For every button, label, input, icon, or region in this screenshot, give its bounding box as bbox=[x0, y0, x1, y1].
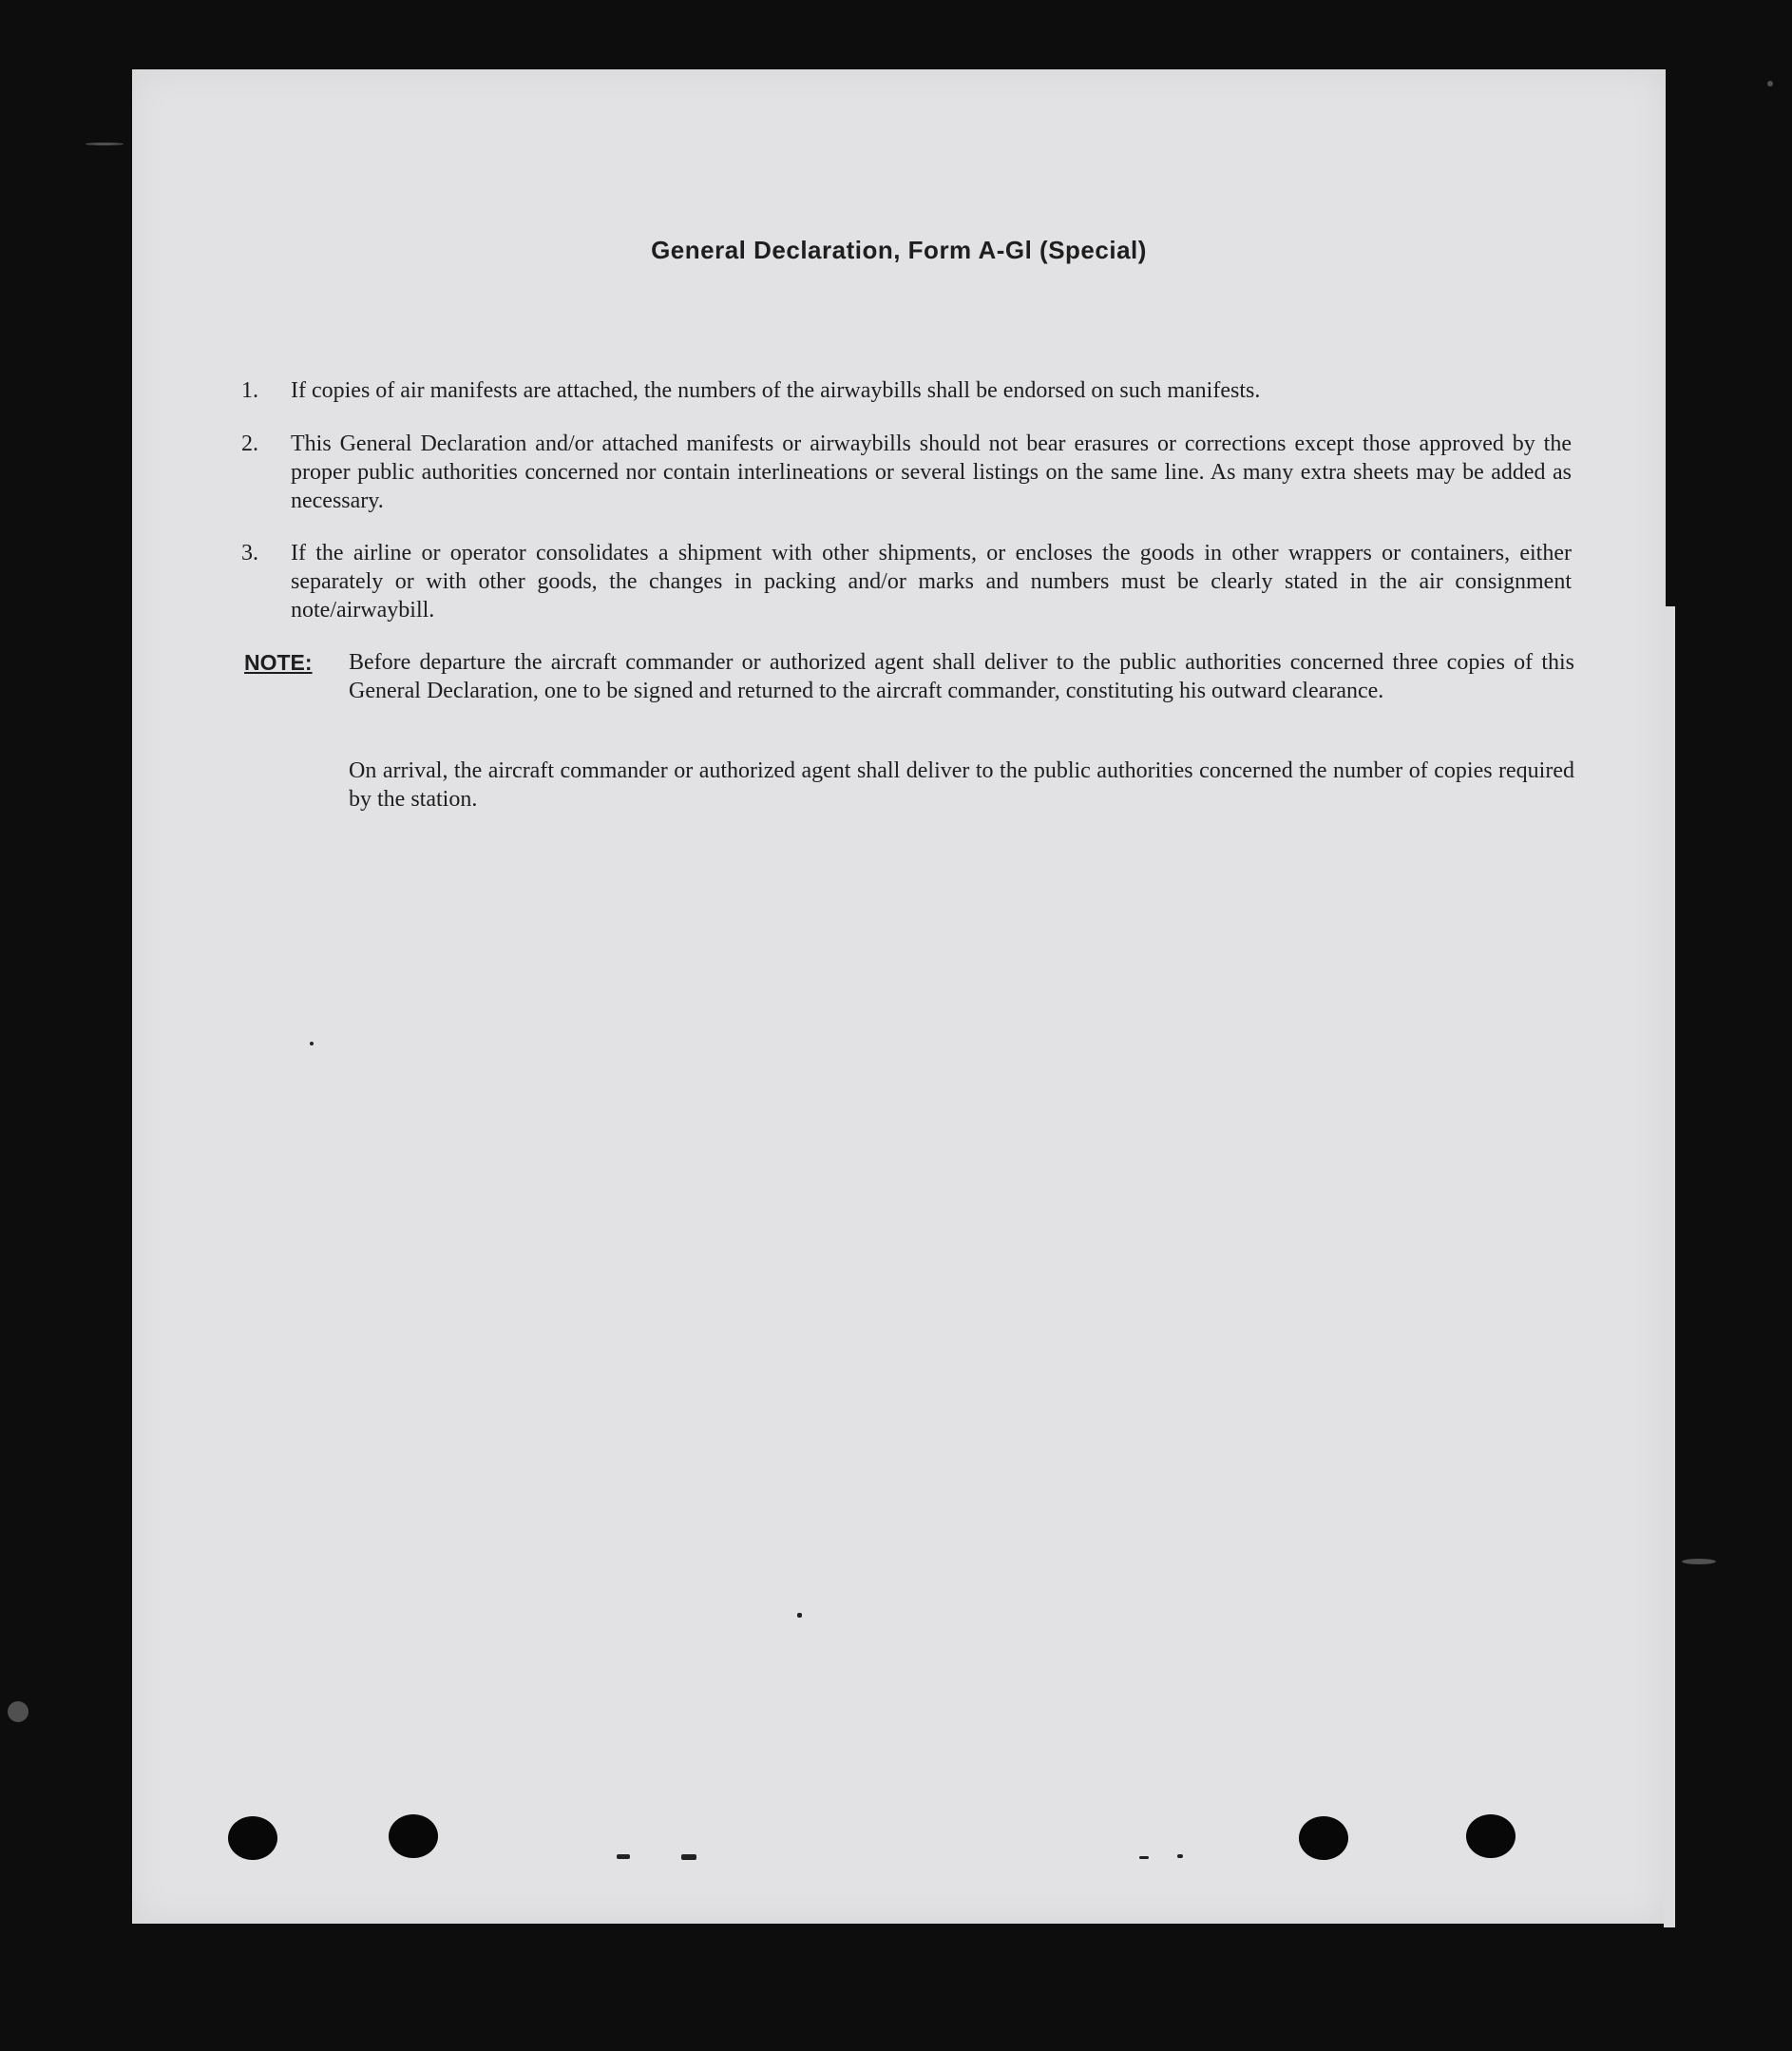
list-item bbox=[241, 376, 1572, 405]
punch-hole bbox=[1466, 1814, 1516, 1858]
note-text: Before departure the aircraft commander or authorized agent shall deliver to the public authorities concerned three copies of this General Declaration, one to be signed and returned to the aircraft commander, constituting his outward clearance. bbox=[349, 650, 1574, 703]
list-item-number: 2. bbox=[241, 431, 258, 456]
stray-mark bbox=[617, 1854, 630, 1859]
list-item-text: If copies of air manifests are attached, the numbers of the airwaybills shall be endorsed on such manifests. bbox=[291, 378, 1261, 403]
list-item bbox=[241, 430, 1572, 515]
scan-speck bbox=[1767, 81, 1773, 86]
punch-hole bbox=[1299, 1816, 1348, 1860]
scan-speck bbox=[8, 1701, 29, 1722]
scan-speck bbox=[86, 143, 124, 145]
stray-mark bbox=[1177, 1854, 1183, 1858]
list-item-text: If the airline or operator consolidates a shipment with other shipments, or encloses the goods in other wrappers or containers, either separately or with other goods, the changes in packing and/or marks and numbers must be clearly stated in the air consignment note/airwaybill. bbox=[291, 541, 1572, 623]
list-item-text: This General Declaration and/or attached manifests or airwaybills should not bear erasures or corrections except those approved by the proper public authorities concerned nor contain interlineations or several listings on the same line. As many extra sheets may be added as necessary. bbox=[291, 431, 1572, 513]
document-page bbox=[132, 69, 1666, 1924]
stray-mark bbox=[310, 1042, 314, 1045]
stray-mark bbox=[1139, 1856, 1149, 1859]
stray-mark bbox=[797, 1613, 802, 1618]
punch-hole bbox=[228, 1816, 277, 1860]
list-item-number: 1. bbox=[241, 378, 258, 403]
note-arrival-text: On arrival, the aircraft commander or authorized agent shall deliver to the public authorities concerned the number of copies required by the station. bbox=[349, 758, 1574, 812]
scan-speck bbox=[1682, 1559, 1716, 1564]
paper-fold-edge bbox=[1664, 606, 1675, 1927]
list-item-number: 3. bbox=[241, 541, 258, 565]
document-title: General Declaration, Form A-Gl (Special) bbox=[651, 236, 1147, 264]
stray-mark bbox=[681, 1854, 696, 1860]
punch-hole bbox=[389, 1814, 438, 1858]
list-item bbox=[241, 539, 1572, 624]
note-label: NOTE: bbox=[244, 650, 313, 675]
note-section bbox=[244, 648, 1574, 705]
